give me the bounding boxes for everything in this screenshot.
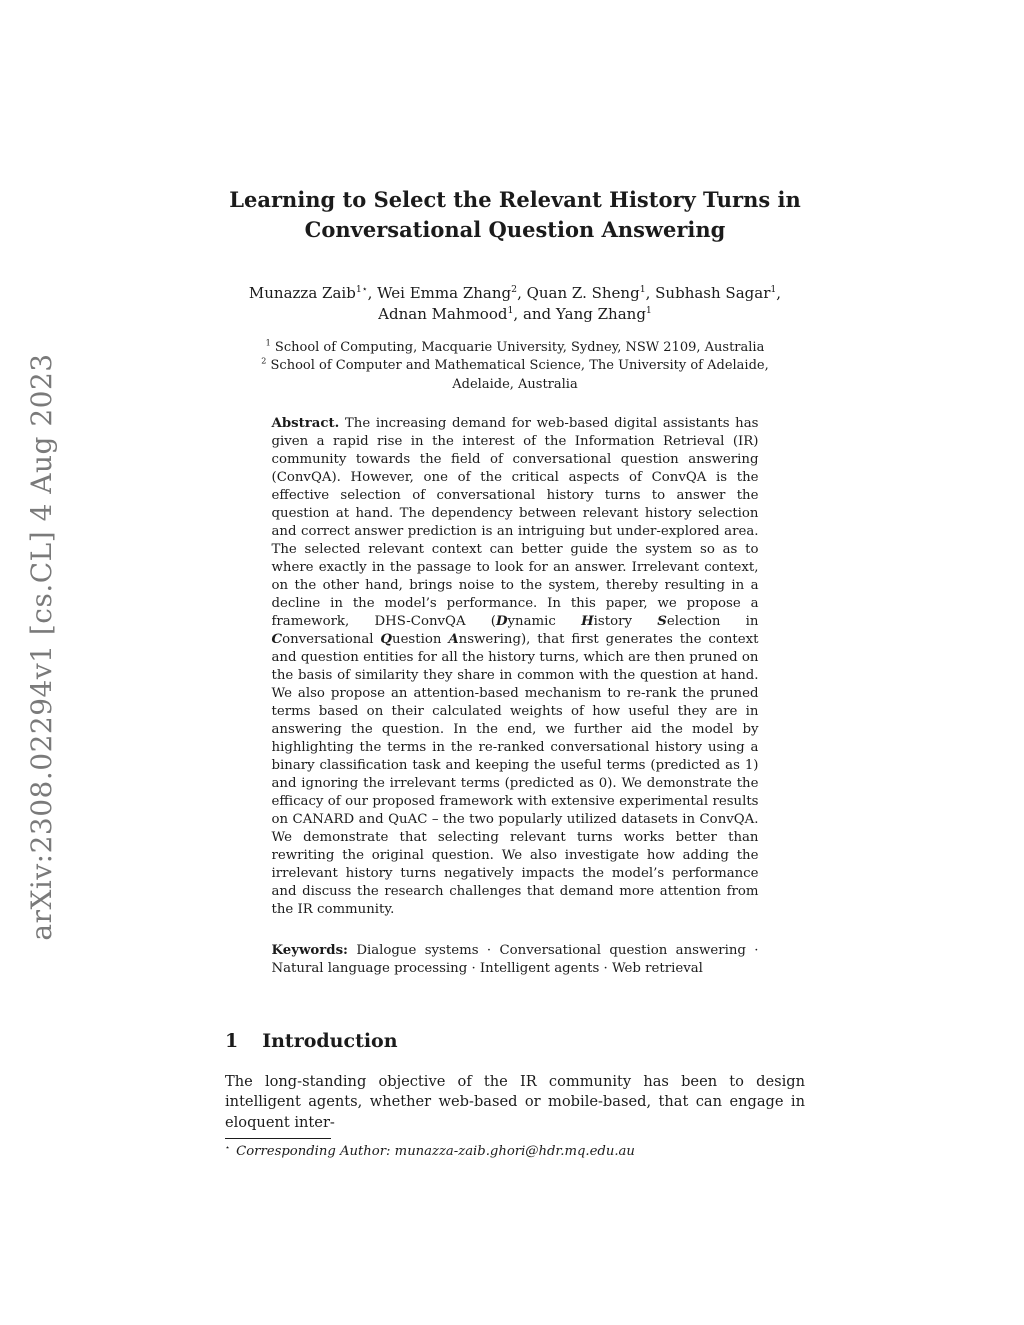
paper-title: Learning to Select the Relevant History Turns in Conversational Question Answering — [229, 187, 801, 242]
introduction-paragraph: The long-standing objective of the IR community has been to design intelligent agents, whether web-based or mobile-based, that can engage in eloquent inter- — [225, 1072, 805, 1131]
author-line: Munazza Zaib$^{1⋆}$, Wei Emma Zhang$^2$, Quan Z. Sheng$^1$, Subhash Sagar$^1$, Adnan Mahmood$^1$, and Yang Zhang$^1$ — [248, 283, 782, 324]
affiliation-2: $^2$ School of Computer and Mathematical Science, The University of Adelaide, Adelaide, Australia — [261, 356, 769, 392]
footnote-rule — [225, 1138, 331, 1139]
arxiv-watermark: arXiv:2308.02294v1 [cs.CL] 4 Aug 2023 — [25, 353, 58, 941]
paper-content — [225, 185, 805, 1162]
keywords-line: Keywords: Dialogue systems · Conversational question answering · Natural language processing · Intelligent agents · Web retrieval — [271, 942, 759, 976]
affiliations-block — [243, 339, 788, 394]
abstract-paragraph: Abstract. The increasing demand for web-based digital assistants has given a rapid rise in the interest of the Information Retrieval (IR) community towards the field of conversational question answering (ConvQA). However, one of the critical aspects of ConvQA is the effective selection of conversational history turns to answer the question at hand. The dependency between relevant history selection and correct answer prediction is an intriguing but under-explored area. The selected relevant context can better guide the system so as to where exactly in the passage to look for an answer. Irrelevant context, on the other hand, brings noise to the system, thereby resulting in a decline in the model’s performance. In this paper, we propose a framework, DHS-ConvQA (Dynamic History Selection in Conversational Question Answering), that first generates the context and question entities for all the history turns, which are then pruned on the basis of similarity they share in common with the question at hand. We also propose an attention-based mechanism to re-rank the pruned terms based on their calculated weights of how useful they are in answering the question. In the end, we further aid the model by highlighting the terms in the re-ranked conversational history using a binary classification task and keeping the useful terms (predicted as 1) and ignoring the irrelevant terms (predicted as 0). We demonstrate the efficacy of our proposed framework with extensive experimental results on CANARD and QuAC – the two popularly utilized datasets in ConvQA. We demonstrate that selecting relevant turns works better than rewriting the original question. We also investigate how adding the irrelevant history turns negatively impacts the model’s performance and discuss the research challenges that demand more attention from the IR community. — [271, 415, 759, 917]
section-heading-introduction — [225, 1030, 805, 1052]
affiliation-1: $^1$ School of Computing, Macquarie University, Sydney, NSW 2109, Australia — [265, 338, 765, 356]
section-number: 1 — [225, 1029, 239, 1052]
corresponding-author-footnote: ⋆ Corresponding Author: munazza-zaib.ghori@hdr.mq.edu.au — [225, 1141, 635, 1160]
section-title: Introduction — [262, 1029, 398, 1052]
